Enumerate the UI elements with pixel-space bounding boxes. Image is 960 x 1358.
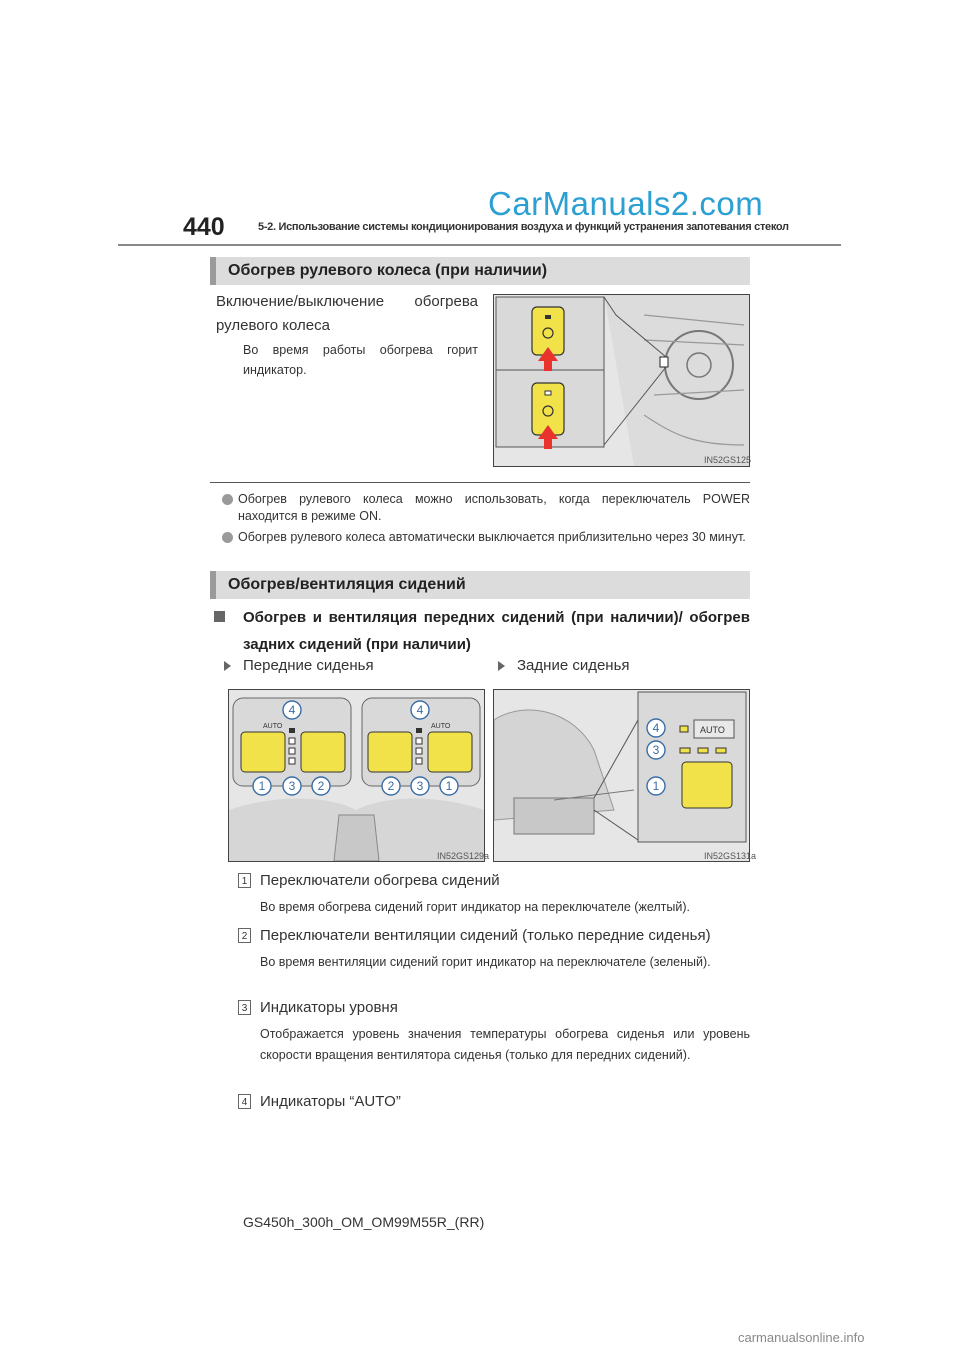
- page-number: 440: [183, 213, 225, 241]
- item-number: 4: [238, 1094, 251, 1109]
- item-number: 1: [238, 873, 251, 888]
- rear-seats-figure: [493, 689, 750, 862]
- front-seats-label: Передние сиденья: [243, 657, 374, 674]
- section-divider: [210, 482, 750, 483]
- item-desc-1: Во время обогрева сидений горит индикатор на переключателе (желтый).: [260, 900, 690, 914]
- callout-label: 4: [416, 703, 424, 717]
- callout-label: 1: [258, 779, 266, 793]
- bullet-icon: [222, 494, 233, 505]
- item-desc-2: Во время вентиляции сидений горит индикатор на переключателе (зеленый).: [260, 955, 711, 969]
- auto-label: AUTO: [431, 723, 451, 730]
- site-watermark: carmanualsonline.info: [738, 1330, 865, 1345]
- item-title-2: Переключатели вентиляции сидений (только передние сиденья): [260, 927, 711, 944]
- auto-label: AUTO: [700, 725, 725, 735]
- item-title-3: Индикаторы уровня: [260, 999, 398, 1016]
- callout-label: 3: [416, 779, 424, 793]
- item-title-4: Индикаторы “AUTO”: [260, 1093, 401, 1110]
- bullet-icon: [222, 532, 233, 543]
- auto-label: AUTO: [263, 723, 283, 730]
- item-number: 3: [238, 1000, 251, 1015]
- bullet-text-2: Обогрев рулевого колеса автоматически выключается приблизительно через 30 минут.: [238, 530, 746, 544]
- section-title-seat-heating: Обогрев/вентиляция сидений: [210, 571, 750, 599]
- square-bullet-icon: [214, 611, 225, 622]
- steering-heater-main-text: Включение/выключение обогрева рулевого колеса: [216, 293, 478, 334]
- header-divider: [118, 244, 841, 246]
- watermark: CarManuals2.com: [488, 185, 764, 222]
- front-seats-figure: [228, 689, 485, 862]
- callout-label: 4: [652, 721, 660, 735]
- callout-label: 2: [317, 779, 325, 793]
- manual-code: GS450h_300h_OM_OM99M55R_(RR): [243, 1214, 485, 1230]
- triangle-icon: [498, 661, 505, 671]
- steering-heater-sub-text: Во время работы обогрева горит индикатор.: [243, 343, 478, 377]
- section-title-steering-heater: Обогрев рулевого колеса (при наличии): [210, 257, 750, 285]
- item-number: 2: [238, 928, 251, 943]
- front-figure-code: IN52GS129a: [437, 851, 490, 861]
- rear-seats-label: Задние сиденья: [517, 657, 630, 674]
- callout-label: 1: [652, 779, 660, 793]
- callout-label: 1: [445, 779, 453, 793]
- bullet-text-1: Обогрев рулевого колеса можно использовать, когда переключатель POWER находится в режиме ON.: [238, 492, 750, 523]
- callout-label: 3: [288, 779, 296, 793]
- chapter-title: 5-2. Использование системы кондиционирования воздуха и функций устранения запотевания стекол: [258, 221, 789, 233]
- callout-label: 3: [652, 743, 660, 757]
- rear-figure-code: IN52GS131a: [704, 851, 757, 861]
- seat-heating-subheading: Обогрев и вентиляция передних сидений (при наличии)/ обогрев задних сидений (при наличии): [243, 609, 750, 653]
- item-desc-3: Отображается уровень значения температуры обогрева сиденья или уровень скорости вращения вентилятора сиденья (только для передних сидений).: [260, 1027, 750, 1062]
- triangle-icon: [224, 661, 231, 671]
- callout-label: 2: [387, 779, 395, 793]
- steering-heater-figure: [493, 294, 750, 467]
- steering-figure-code: IN52GS125: [704, 455, 752, 465]
- callout-label: 4: [288, 703, 296, 717]
- item-title-1: Переключатели обогрева сидений: [260, 872, 500, 889]
